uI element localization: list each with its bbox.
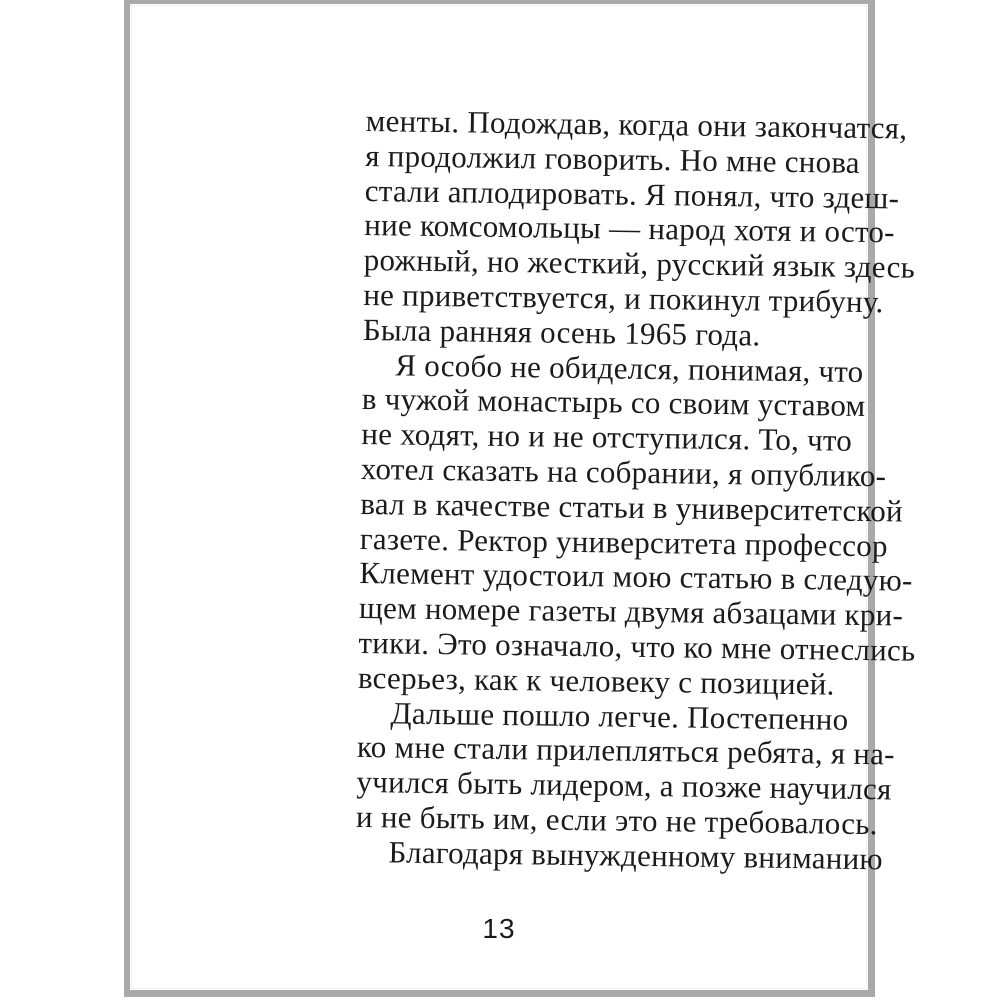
text-line: Была ранняя осень 1965 года. — [362, 311, 761, 353]
text-line: и не быть им, если это не требовалось. — [355, 798, 878, 842]
text-line: Клемент удостоил мою статью в следую- — [359, 555, 913, 599]
book-page — [124, 0, 916, 997]
text-line: ко мне стали прилепляться ребята, я на- — [356, 729, 896, 772]
text-line: хотел сказать на собрании, я опублико- — [360, 450, 887, 494]
text-line: рожный, но жесткий, русский язык здесь — [363, 242, 916, 285]
page-number: 13 — [482, 913, 516, 944]
text-line: Я особо не обиделся, понимая, что — [395, 347, 864, 389]
text-line: Благодаря вынужденному вниманию — [388, 834, 884, 877]
text-line: учился быть лидером, а позже научился — [356, 764, 892, 807]
text-line: вал в качестве статьи в университетской — [360, 485, 904, 529]
text-line: всерьез, как к человеку с позицией. — [357, 659, 835, 702]
body-text-block — [355, 104, 944, 878]
text-line: ние комсомольцы — народ хотя и осто- — [364, 207, 895, 250]
text-line: стали аплодировать. Я понял, что здеш- — [364, 172, 900, 216]
text-line: газете. Ректор университета профессор — [359, 520, 889, 563]
text-line: тики. Это означало, что ко мне отнеслись — [358, 624, 916, 668]
text-line: не ходят, но и не отступился. То, что — [361, 416, 853, 458]
text-line: в чужой монастырь со своим уставом — [361, 381, 866, 424]
text-line: менты. Подождав, когда они закончатся, — [365, 103, 908, 146]
text-line: я продолжил говорить. Но мне снова — [365, 137, 861, 180]
text-line: не приветствуется, и покинул трибуну. — [363, 276, 884, 320]
text-line: щем номере газеты двумя абзацами кри- — [358, 590, 904, 633]
text-line: Дальше пошло легче. Постепенно — [390, 694, 849, 737]
